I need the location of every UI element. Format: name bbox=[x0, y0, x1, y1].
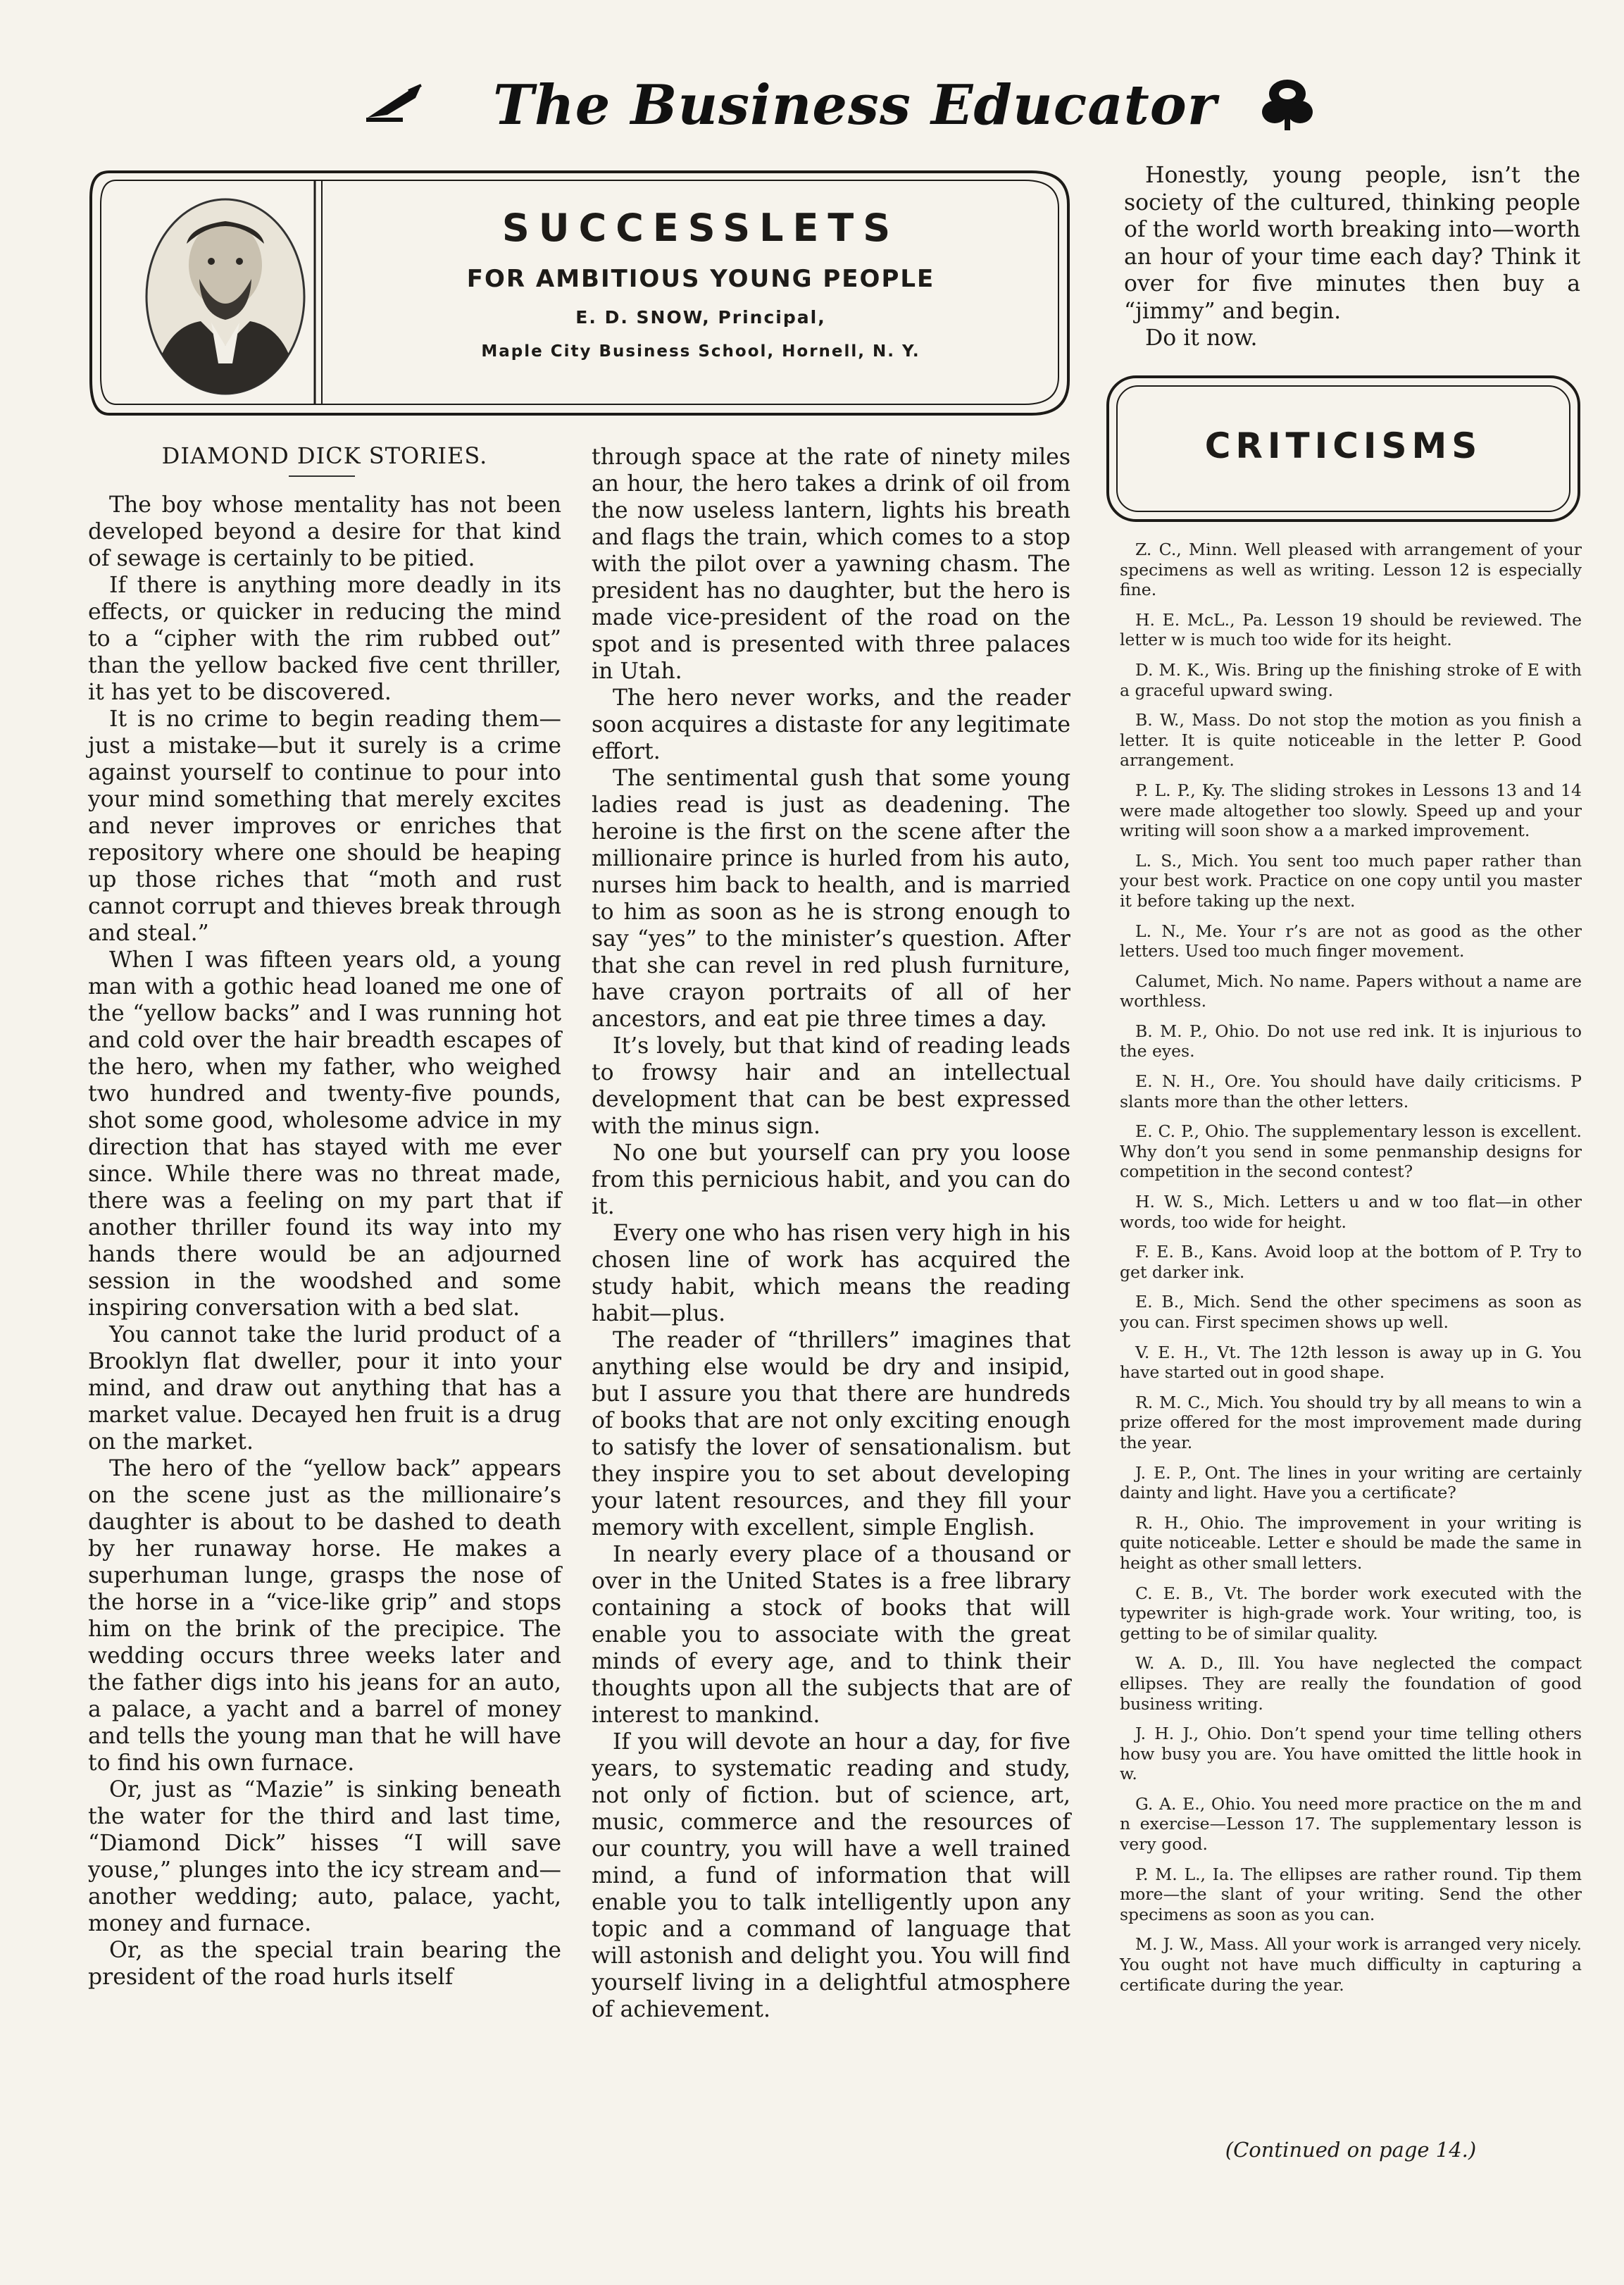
criticism-entry: E. N. H., Ore. You should have daily criticisms. P slants more than the other letters. bbox=[1120, 1071, 1582, 1112]
criticism-entry: R. H., Ohio. The improvement in your writing is quite noticeable. Letter e should be made the same in height as other small letters. bbox=[1120, 1512, 1582, 1573]
paragraph: If you will devote an hour a day, for five years, to systematic reading and study, not only of fiction. but of science, art, music, commerce and the resources of our country, you will have a well trained mind, a fund of information that will enable you to talk intelligently upon any topic and a command of language that will astonish and delight you. You will find yourself living in a delightful atmosphere of achievement. bbox=[592, 1729, 1070, 2022]
paragraph: Every one who has risen very high in his chosen line of work has acquired the study habit, which means the reading habit—plus. bbox=[592, 1221, 1070, 1326]
criticisms-title: CRITICISMS bbox=[1204, 425, 1482, 466]
paragraph: Or, as the special train bearing the president of the road hurls itself bbox=[88, 1938, 561, 1990]
criticism-entry: Calumet, Mich. No name. Papers without a name are worthless. bbox=[1120, 971, 1582, 1011]
criticism-entry: H. E. McL., Pa. Lesson 19 should be reviewed. The letter w is much too wide for its height. bbox=[1120, 609, 1582, 650]
masthead bbox=[366, 67, 1296, 144]
criticism-entry: W. A. D., Ill. You have neglected the compact ellipses. They are really the foundation of good business writing. bbox=[1120, 1653, 1582, 1714]
paragraph: No one but yourself can pry you loose from this pernicious habit, and you can do it. bbox=[592, 1140, 1070, 1219]
criticism-entry: L. S., Mich. You sent too much paper rather than your best work. Practice on one copy until you master it before taking up the next. bbox=[1120, 850, 1582, 911]
criticisms-header-box bbox=[1106, 375, 1581, 523]
criticism-entry: H. W. S., Mich. Letters u and w too flat—in other words, too wide for height. bbox=[1120, 1192, 1582, 1232]
paragraph: It is no crime to begin reading them—just a mistake—but it surely is a crime against yourself to continue to pour into your mind something that merely excites and never improves or enriches that repository where one should be heaping up those riches that “moth and rust cannot corrupt and thieves break through and steal.” bbox=[88, 706, 561, 946]
paragraph: The boy whose mentality has not been developed beyond a desire for that kind of sewage is certainly to be pitied. bbox=[88, 492, 561, 571]
paragraph: Honestly, young people, isn’t the society of the cultured, thinking people of the world worth breaking into—worth an hour of your time each day? Think it over for five minutes then buy a “jimmy” and begin. bbox=[1124, 163, 1580, 324]
paragraph: It’s lovely, but that kind of reading leads to frowsy hair and an intellectual development that can be best expressed with the minus sign. bbox=[592, 1033, 1070, 1139]
paragraph: The sentimental gush that some young ladies read is just as deadening. The heroine is the first on the scene after the millionaire prince is hurled from his auto, nurses him back to health, and is married to him as soon as he is strong enough to say “yes” to the minister’s question. After that she can revel in red plush furniture, have crayon portraits of all of her ancestors, and eat pie three times a day. bbox=[592, 766, 1070, 1032]
article-heading: DIAMOND DICK STORIES. bbox=[161, 442, 488, 469]
criticism-entry: E. C. P., Ohio. The supplementary lesson is excellent. Why don’t you send in some penmanship designs for competition in the second contest? bbox=[1120, 1121, 1582, 1182]
criticism-entry: P. M. L., Ia. The ellipses are rather round. Tip them more—the slant of your writing. Send the other specimens as soon as you can. bbox=[1120, 1864, 1582, 1924]
criticism-entry: J. H. J., Ohio. Don’t spend your time telling others how busy you are. You have omitted the little hook in w. bbox=[1120, 1724, 1582, 1784]
paragraph: Do it now. bbox=[1145, 325, 1258, 351]
criticism-entry: G. A. E., Ohio. You need more practice on the m and n exercise—Lesson 17. The supplementary lesson is very good. bbox=[1120, 1793, 1582, 1855]
criticism-entry: R. M. C., Mich. You should try by all means to win a prize offered for the most improvement made during the year. bbox=[1120, 1392, 1582, 1452]
masthead-title: The Business Educator bbox=[493, 73, 1217, 137]
paragraph: The hero of the “yellow back” appears on the scene just as the millionaire’s daughter is about to be dashed to death by her runaway horse. He makes a superhuman lunge, grasps the nose of the horse in a “vice-like grip” and stops him on the brink of the precipice. The wedding occurs three weeks later and the father digs into his jeans for an auto, a palace, a yacht and a barrel of money and tells the young man that he will have to find his own furnace. bbox=[88, 1456, 561, 1776]
article-column-2 bbox=[592, 444, 1070, 2023]
paragraph: You cannot take the lurid product of a Brooklyn flat dweller, pour it into your mind, and draw out anything that has a market value. Decayed hen fruit is a drug on the market. bbox=[88, 1322, 561, 1455]
criticism-entry: F. E. B., Kans. Avoid loop at the bottom of P. Try to get darker ink. bbox=[1120, 1242, 1582, 1282]
article-column-1 bbox=[88, 492, 561, 1991]
criticism-entry: M. J. W., Mass. All your work is arranged very nicely. You ought not have much difficulty in capturing a certificate during the year. bbox=[1120, 1934, 1582, 1995]
paragraph: The reader of “thrillers” imagines that anything else would be dry and insipid, but I assure you that there are hundreds of books that are not only exciting enough to satisfy the lover of sensationalism. but they inspire you to set about developing your latent resources, and they fill your memory with excellent, simple English. bbox=[592, 1328, 1070, 1540]
article-column-3 bbox=[1124, 162, 1580, 352]
successlets-title: SUCCESSLETS bbox=[501, 206, 900, 250]
successlets-header-box bbox=[88, 169, 1070, 417]
pen-nib-icon bbox=[366, 82, 423, 125]
criticism-entry: D. M. K., Wis. Bring up the finishing stroke of E with a graceful upward swing. bbox=[1120, 659, 1582, 700]
paragraph: Or, just as “Mazie” is sinking beneath the water for the third and last time, “Diamond Dick” hisses “I will save youse,” plunges into the icy stream and—another wedding; auto, palace, yacht, money and furnace. bbox=[88, 1777, 561, 1936]
criticism-entry: V. E. H., Vt. The 12th lesson is away up in G. You have started out in good shape. bbox=[1120, 1342, 1582, 1383]
paragraph: The hero never works, and the reader soon acquires a distaste for any legitimate effort. bbox=[592, 685, 1070, 764]
successlets-school: Maple City Business School, Hornell, N. Y. bbox=[481, 342, 920, 361]
continued-note: (Continued on page 14.) bbox=[1225, 2138, 1477, 2162]
portrait-photo bbox=[116, 194, 335, 399]
successlets-subtitle: FOR AMBITIOUS YOUNG PEOPLE bbox=[466, 265, 935, 293]
criticism-entry: C. E. B., Vt. The border work executed with the typewriter is high-grade work. Your writing, too, is getting to be of similar quality. bbox=[1120, 1583, 1582, 1643]
paragraph: through space at the rate of ninety miles an hour, the hero takes a drink of oil from the now useless lantern, lights his breath and flags the train, which comes to a stop with the pilot over a yawning chasm. The president has no daughter, but the hero is made vice-president of the road on the spot and is presented with three palaces in Utah. bbox=[592, 444, 1070, 684]
paragraph: In nearly every place of a thousand or over in the United States is a free library containing a stock of books that will enable you to associate with the great minds of every age, and to think their thoughts upon all the subjects that are of interest to mankind. bbox=[592, 1542, 1070, 1728]
criticism-entry: J. E. P., Ont. The lines in your writing are certainly dainty and light. Have you a certificate? bbox=[1120, 1462, 1582, 1503]
criticism-entry: P. L. P., Ky. The sliding strokes in Lessons 13 and 14 were made altogether too slowly. Speed up and your writing will soon show a a marked improvement. bbox=[1120, 780, 1582, 841]
paragraph: If there is anything more deadly in its effects, or quicker in reducing the mind to a “cipher with the rim rubbed out” than the yellow backed five cent thriller, it has yet to be discovered. bbox=[88, 573, 561, 705]
fleuron-ornament-icon bbox=[1261, 75, 1314, 132]
heading-rule bbox=[289, 475, 355, 477]
criticism-entry: B. W., Mass. Do not stop the motion as you finish a letter. It is quite noticeable in the letter P. Good arrangement. bbox=[1120, 710, 1582, 771]
successlets-author: E. D. SNOW, Principal, bbox=[575, 307, 826, 328]
criticism-entry: Z. C., Minn. Well pleased with arrangement of your specimens as well as writing. Lesson 12 is especially fine. bbox=[1120, 540, 1582, 600]
criticism-entry: B. M. P., Ohio. Do not use red ink. It is injurious to the eyes. bbox=[1120, 1021, 1582, 1061]
criticism-entry: L. N., Me. Your r’s are not as good as the other letters. Used too much finger movement. bbox=[1120, 921, 1582, 961]
criticisms-list bbox=[1120, 540, 1582, 2005]
paragraph: When I was fifteen years old, a young man with a gothic head loaned me one of the “yellow backs” and I was running hot and cold over the hair breadth escapes of the hero, when my father, who weighed two hundred and twenty-five pounds, shot some good, wholesome advice in my direction that has stayed with me ever since. While there was no threat made, there was a feeling on my part that if another thriller found its way into my hands there would be an adjourned session in the woodshed and some inspiring conversation with a bed slat. bbox=[88, 947, 561, 1321]
criticism-entry: E. B., Mich. Send the other specimens as soon as you can. First specimen shows up well. bbox=[1120, 1292, 1582, 1332]
